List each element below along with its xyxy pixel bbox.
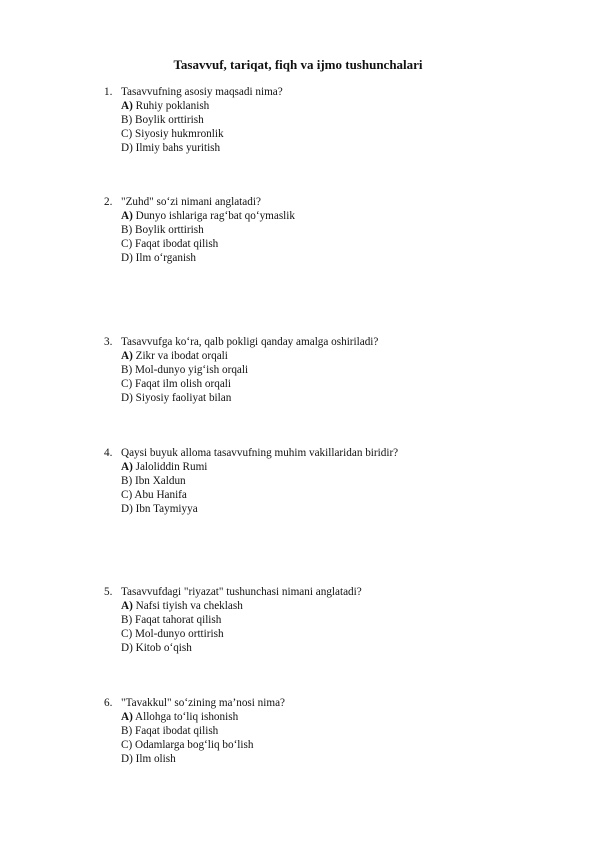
- option-a: [0, 711, 520, 725]
- option-d: [0, 503, 520, 517]
- option-letter: B): [121, 113, 133, 126]
- question-text: "Zuhd" so‘zi nimani anglatadi?: [121, 196, 261, 208]
- question-1: [0, 86, 520, 156]
- option-text: Boylik orttirish: [134, 113, 204, 126]
- option-b: [0, 725, 520, 739]
- question-5: [0, 586, 520, 656]
- option-letter: D): [121, 752, 133, 765]
- option-c: [0, 628, 520, 642]
- option-d: [0, 642, 520, 656]
- option-text: Ruhiy poklanish: [135, 99, 210, 112]
- question-line: [0, 447, 520, 461]
- option-text: Zikr va ibodat orqali: [135, 349, 228, 362]
- option-letter: C): [121, 488, 133, 501]
- option-text: Jaloliddin Rumi: [135, 460, 208, 473]
- question-6: [0, 697, 520, 767]
- option-letter: B): [121, 363, 133, 376]
- option-letter: A): [121, 599, 133, 612]
- question-number: 5.: [104, 586, 113, 598]
- option-a: [0, 350, 520, 364]
- question-number: 4.: [104, 447, 113, 459]
- question-text: "Tavakkul" so‘zining ma’nosi nima?: [121, 697, 286, 709]
- option-letter: A): [121, 710, 133, 723]
- option-a: [0, 600, 520, 614]
- option-text: Faqat ibodat qilish: [134, 724, 219, 737]
- option-a: [0, 100, 520, 114]
- option-letter: C): [121, 377, 133, 390]
- option-text: Ilm o‘rganish: [135, 251, 196, 264]
- option-a: [0, 210, 520, 224]
- option-b: [0, 114, 520, 128]
- option-c: [0, 128, 520, 142]
- option-c: [0, 739, 520, 753]
- page-title: Tasavvuf, tariqat, fiqh va ijmo tushunchalari: [173, 57, 423, 72]
- option-letter: B): [121, 223, 133, 236]
- option-b: [0, 475, 520, 489]
- option-letter: D): [121, 251, 133, 264]
- option-text: Ibn Xaldun: [134, 474, 186, 487]
- option-d: [0, 392, 520, 406]
- option-text: Mol-dunyo yig‘ish orqali: [134, 363, 249, 376]
- question-line: [0, 336, 520, 350]
- option-c: [0, 238, 520, 252]
- option-text: Faqat tahorat qilish: [134, 613, 222, 626]
- option-text: Faqat ibodat qilish: [134, 237, 219, 250]
- option-text: Dunyo ishlariga rag‘bat qo‘ymaslik: [135, 209, 295, 222]
- question-number: 3.: [104, 336, 113, 348]
- option-text: Ibn Taymiyya: [135, 502, 198, 515]
- option-text: Nafsi tiyish va cheklash: [135, 599, 243, 612]
- option-text: Faqat ilm olish orqali: [134, 377, 232, 390]
- option-text: Mol-dunyo orttirish: [134, 627, 224, 640]
- question-2: [0, 196, 520, 266]
- question-text: Tasavvufdagi "riyazat" tushunchasi nimani anglatadi?: [121, 586, 362, 598]
- question-line: [0, 586, 520, 600]
- option-text: Abu Hanifa: [134, 488, 187, 501]
- option-letter: D): [121, 502, 133, 515]
- question-line: [0, 697, 520, 711]
- option-text: Ilm olish: [135, 752, 176, 765]
- question-number: 2.: [104, 196, 113, 208]
- option-letter: B): [121, 724, 133, 737]
- option-letter: D): [121, 141, 133, 154]
- option-b: [0, 364, 520, 378]
- option-d: [0, 142, 520, 156]
- option-d: [0, 753, 520, 767]
- question-text: Qaysi buyuk alloma tasavvufning muhim vakillaridan biridir?: [121, 447, 399, 459]
- option-letter: B): [121, 474, 133, 487]
- question-line: [0, 196, 520, 210]
- option-letter: A): [121, 349, 133, 362]
- option-text: Ilmiy bahs yuritish: [135, 141, 221, 154]
- question-4: [0, 447, 520, 517]
- option-c: [0, 378, 520, 392]
- option-text: Kitob o‘qish: [135, 641, 192, 654]
- question-3: [0, 336, 520, 406]
- option-letter: D): [121, 641, 133, 654]
- option-text: Siyosiy faoliyat bilan: [135, 391, 232, 404]
- option-letter: A): [121, 99, 133, 112]
- option-c: [0, 489, 520, 503]
- question-line: [0, 86, 520, 100]
- question-number: 6.: [104, 697, 113, 709]
- option-text: Boylik orttirish: [134, 223, 204, 236]
- option-text: Siyosiy hukmronlik: [134, 127, 224, 140]
- question-number: 1.: [104, 86, 113, 98]
- option-letter: B): [121, 613, 133, 626]
- question-text: Tasavvufning asosiy maqsadi nima?: [121, 86, 283, 98]
- option-letter: C): [121, 627, 133, 640]
- question-text: Tasavvufga ko‘ra, qalb pokligi qanday amalga oshiriladi?: [121, 336, 379, 348]
- option-text: Allohga to‘liq ishonish: [135, 710, 239, 723]
- option-b: [0, 224, 520, 238]
- option-letter: A): [121, 209, 133, 222]
- option-d: [0, 252, 520, 266]
- option-a: [0, 461, 520, 475]
- option-b: [0, 614, 520, 628]
- option-letter: D): [121, 391, 133, 404]
- option-letter: A): [121, 460, 133, 473]
- option-letter: C): [121, 237, 133, 250]
- option-text: Odamlarga bog‘liq bo‘lish: [134, 738, 254, 751]
- option-letter: C): [121, 738, 133, 751]
- option-letter: C): [121, 127, 133, 140]
